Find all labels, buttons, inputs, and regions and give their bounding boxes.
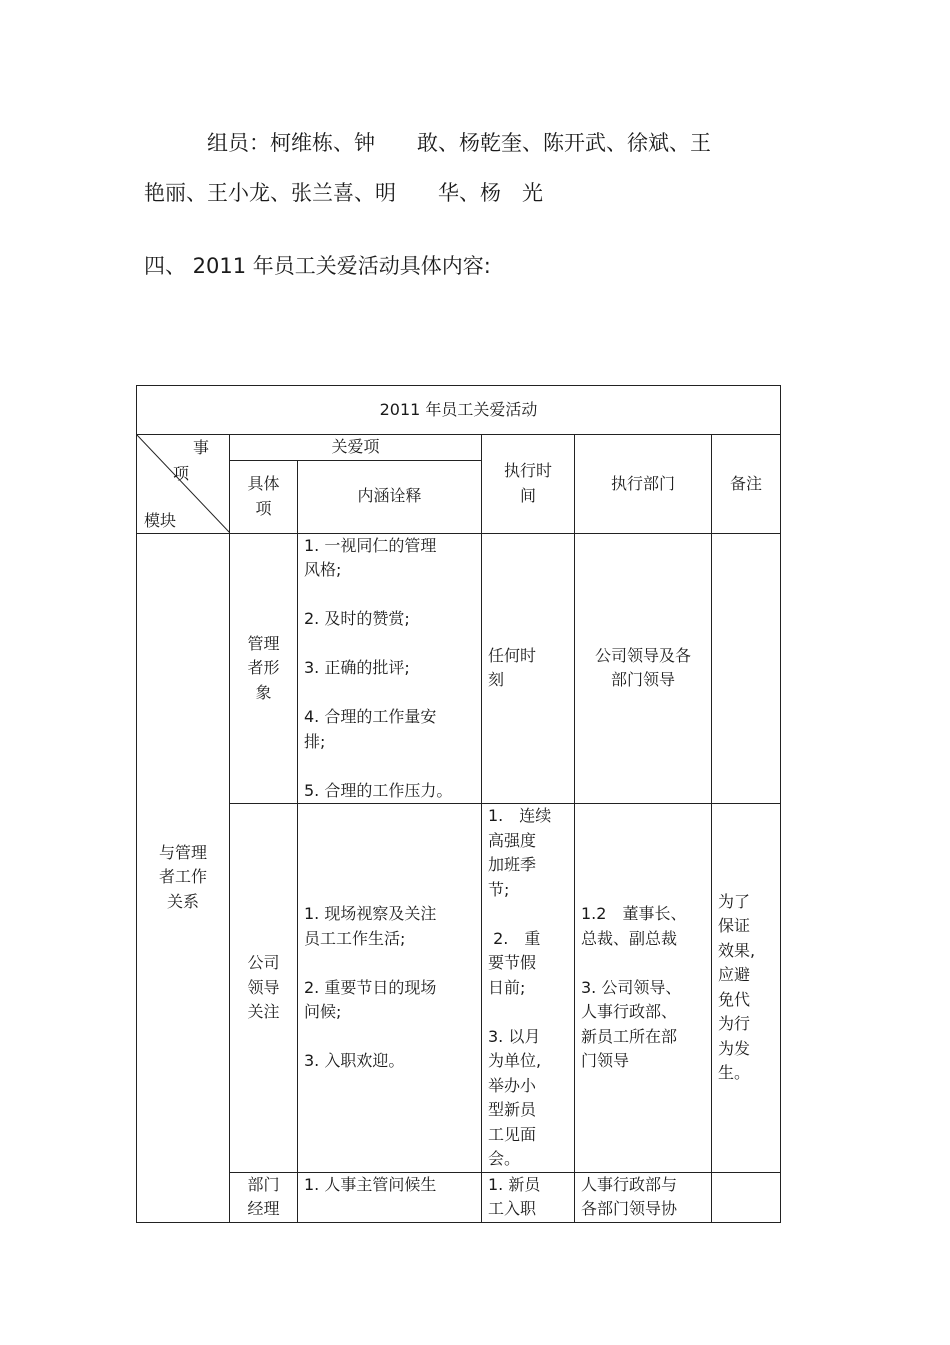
section-heading: 四、 2011 年员工关爱活动具体内容: [144, 254, 491, 278]
specific-item-header: 具体 项 [230, 460, 298, 533]
module-cell: 与管理 者工作 关系 [137, 533, 230, 1222]
meaning-cell: 1. 一视同仁的管理 风格; 2. 及时的赞赏; 3. 正确的批评; 4. 合理的工作量安 排; 5. 合理的工作压力。 [298, 533, 482, 804]
dept-cell: 1.2 董事长、 总裁、副总裁 3. 公司领导、 人事行政部、 新员工所在部 门领导 [575, 804, 712, 1173]
table-row [137, 533, 781, 804]
meaning-cell: 1. 人事主管问候生 [298, 1172, 482, 1222]
remark-cell [712, 1172, 781, 1222]
time-cell: 任何时 刻 [482, 533, 575, 804]
dept-cell: 公司领导及各 部门领导 [575, 533, 712, 804]
item-cell: 部门 经理 [230, 1172, 298, 1222]
diag-label-mid: 项 [173, 464, 190, 483]
table-row [137, 804, 781, 1173]
table-row [137, 1172, 781, 1222]
members-line-2: 艳丽、王小龙、张兰喜、明 华、杨 光 [144, 181, 543, 205]
remark-cell [712, 533, 781, 804]
exec-dept-header: 执行部门 [575, 435, 712, 534]
time-cell: 1. 新员 工入职 [482, 1172, 575, 1222]
meaning-header: 内涵诠释 [298, 460, 482, 533]
meaning-cell: 1. 现场视察及关注 员工工作生活; 2. 重要节日的现场 问候; 3. 入职欢迎。 [298, 804, 482, 1173]
table-title: 2011 年员工关爱活动 [137, 386, 781, 435]
exec-time-header: 执行时 间 [482, 435, 575, 534]
diag-label-module: 模块 [144, 511, 177, 530]
members-line-1: 组员：柯维栋、钟 敢、杨乾奎、陈开武、徐斌、王 [207, 131, 711, 155]
care-items-header: 关爱项 [230, 435, 482, 461]
diag-label-top: 事 [193, 438, 210, 457]
time-cell: 1. 连续 高强度 加班季 节; 2. 重 要节假 日前; 3. 以月 为单位, 举办小 型新员 工见面 会。 [482, 804, 575, 1173]
item-cell: 管理 者形 象 [230, 533, 298, 804]
remark-header: 备注 [712, 435, 781, 534]
care-activity-table [136, 385, 781, 1223]
dept-cell: 人事行政部与 各部门领导协 [575, 1172, 712, 1222]
diagonal-header-cell [137, 435, 230, 534]
remark-cell: 为了 保证 效果, 应避 免代 为行 为发 生。 [712, 804, 781, 1173]
item-cell: 公司 领导 关注 [230, 804, 298, 1173]
